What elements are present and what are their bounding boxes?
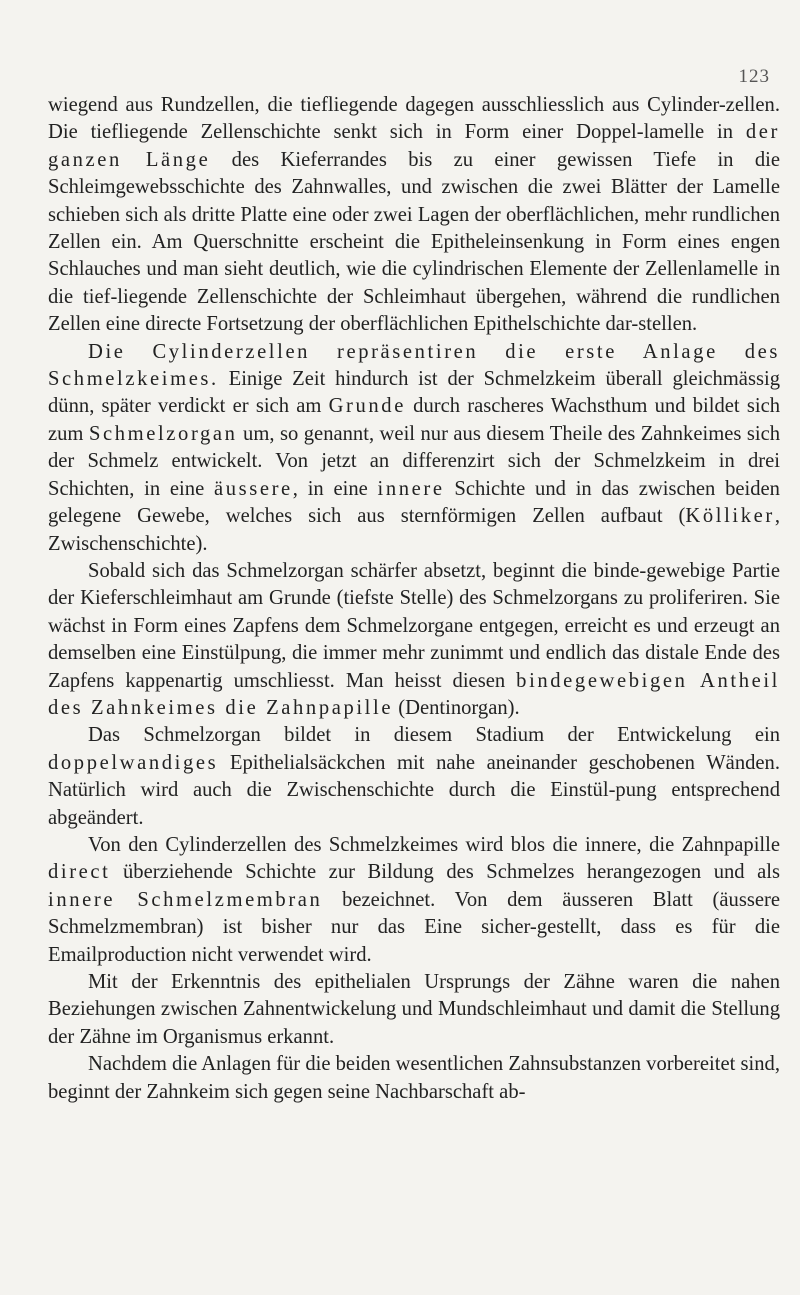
text-run: überziehende Schichte zur Bildung des Schmelzes herangezogen und als	[110, 861, 780, 884]
paragraph	[48, 1051, 780, 1106]
emphasized-text: Kölliker	[685, 505, 775, 528]
text-run: des Kieferrandes bis zu einer gewissen Tiefe in die Schleimgewebsschichte des Zahnwalles, und zwischen die zwei Blätter der Lamelle schieben sich als dritte Platte eine oder zwei Lagen der oberflächlichen, mehr rundlichen Zellen ein. Am Querschnitte erscheint die Epitheleinsenkung in Form eines engen Schlauches und man sieht deutlich, wie die cylindrischen Elemente der Zellenlamelle in die tief-liegende Zellenschichte der Schleimhaut übergehen, während die rundlichen Zellen eine directe Fortsetzung der oberflächlichen Epithelschichte dar-stellen.	[48, 148, 780, 336]
paragraph	[48, 832, 780, 969]
emphasized-text: doppelwandiges	[48, 751, 219, 774]
paragraph	[48, 339, 780, 558]
paragraph	[48, 722, 780, 832]
body-text	[48, 92, 780, 1106]
text-run: (Dentinorgan).	[393, 696, 520, 719]
text-run: , Zwischenschichte).	[48, 505, 780, 555]
text-run: Nachdem die Anlagen für die beiden wesentlichen Zahnsubstanzen vorbereitet sind, beginnt der Zahnkeim sich gegen seine Nachbarschaft ab-	[48, 1053, 780, 1103]
emphasized-text: bindegewebigen Antheil des Zahnkeimes die Zahnpapille	[48, 669, 780, 719]
text-run: bezeichnet. Von dem äusseren Blatt (äussere Schmelzmembran) ist bisher nur das Eine sicher-gestellt, dass es für die Emailproduction nicht verwendet wird.	[48, 888, 780, 966]
emphasized-text: Grunde	[328, 395, 406, 418]
text-run: Von den Cylinderzellen des Schmelzkeimes wird blos die innere, die Zahnpapille	[88, 833, 780, 856]
emphasized-text: äussere	[213, 477, 293, 500]
text-run: um, so genannt, weil nur aus diesem Theile des Zahnkeimes sich der Schmelz entwickelt. Von jetzt an differenzirt sich der Schmelzkeim in drei Schichten, in eine	[48, 422, 781, 500]
text-run: Einige Zeit hindurch ist der Schmelzkeim überall gleichmässig dünn, später verdickt er sich am	[48, 368, 780, 418]
emphasized-text: Die Cylinderzellen repräsentiren die erste Anlage des Schmelzkeimes.	[48, 340, 780, 391]
paragraph	[48, 558, 780, 722]
text-run: Das Schmelzorgan bildet in diesem Stadium der Entwickelung ein	[88, 724, 780, 747]
emphasized-text: Schmelzorgan	[88, 422, 238, 445]
text-run: Schichte und in das zwischen beiden gelegene Gewebe, welches sich aus sternförmigen Zellen aufbaut (	[48, 477, 780, 528]
text-run: Sobald sich das Schmelzorgan schärfer absetzt, beginnt die binde-gewebige Partie der Kieferschleimhaut am Grunde (tiefste Stelle) des Schmelzorgans zu proliferiren. Sie wächst in Form eines Zapfens dem Schmelzorgane entgegen, erreicht es und erzeugt an demselben eine Einstülpung, die immer mehr zunimmt und endlich das distale Ende des Zapfens kappenartig umschliesst. Man heisst diesen	[48, 559, 780, 692]
emphasized-text: der ganzen Länge	[48, 121, 780, 171]
text-run: Mit der Erkenntnis des epithelialen Ursprungs der Zähne waren die nahen Beziehungen zwischen Zahnentwickelung und Mundschleimhaut und damit die Stellung der Zähne im Organismus erkannt.	[48, 971, 780, 1048]
text-run: , in eine	[292, 477, 378, 500]
text-run: Epithelialsäckchen mit nahe aneinander geschobenen Wänden. Natürlich wird auch die Zwischenschichte durch die Einstül-pung entsprechend abgeändert.	[48, 751, 780, 829]
emphasized-text: direct	[48, 861, 111, 884]
text-run: wiegend aus Rundzellen, die tiefliegende dagegen ausschliesslich aus Cylinder-zellen. Die tiefliegende Zellenschichte senkt sich in Form einer Doppel-lamelle in	[48, 94, 780, 144]
emphasized-text: innere Schmelzmembran	[48, 888, 323, 911]
text-run: durch rascheres Wachsthum und bildet sich zum	[48, 395, 781, 445]
emphasized-text: innere	[377, 477, 445, 500]
page-number: 123	[738, 66, 770, 87]
paragraph	[48, 92, 780, 339]
paragraph	[48, 969, 780, 1051]
